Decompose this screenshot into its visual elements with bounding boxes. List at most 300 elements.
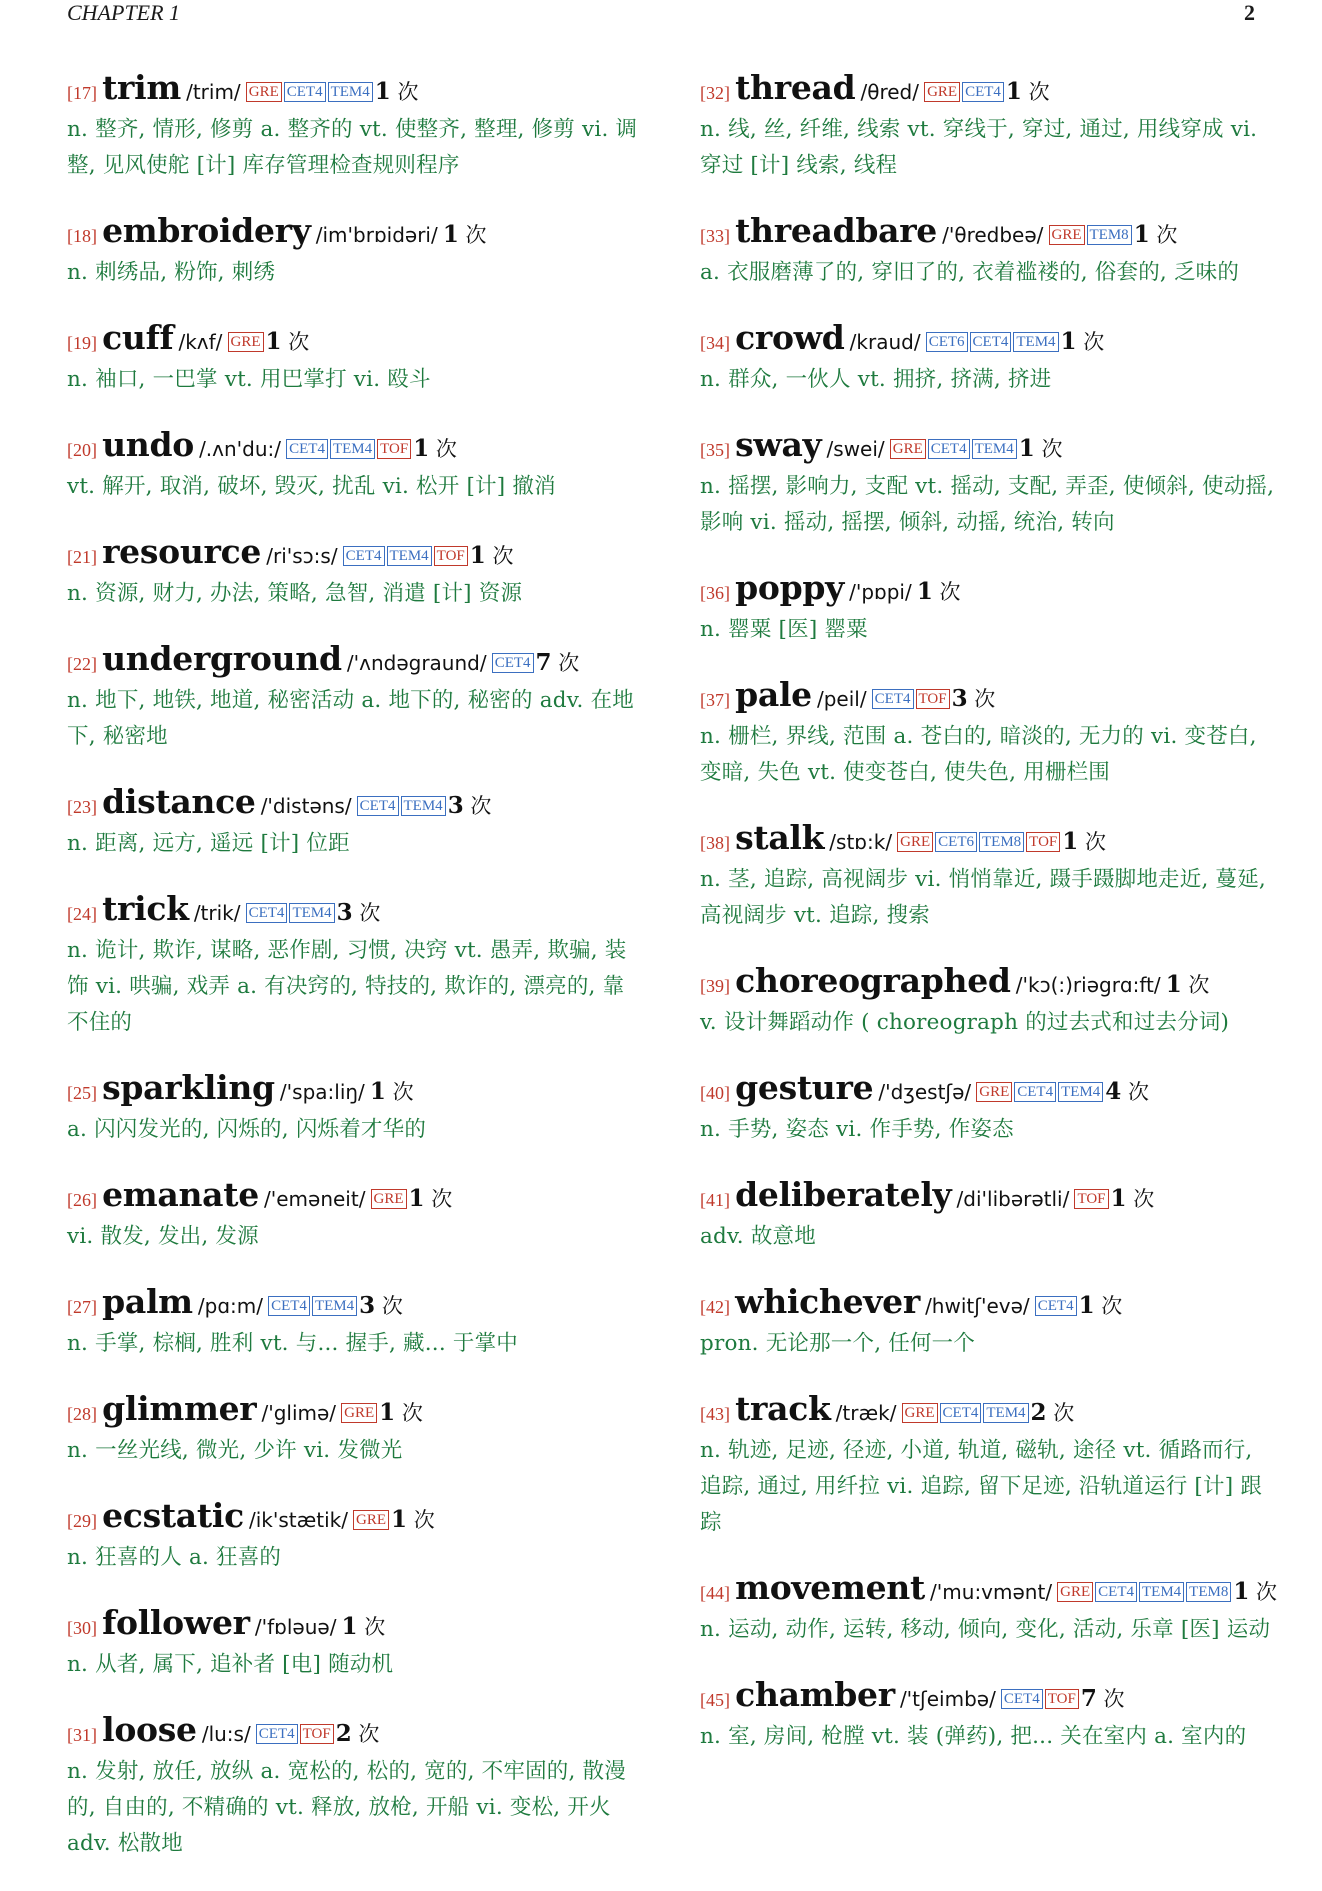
- frequency-number: 1: [369, 1078, 386, 1105]
- headword: ecstatic: [102, 1496, 244, 1535]
- exam-tags: [924, 84, 1006, 103]
- exam-tag-badge: CET4: [962, 82, 1004, 102]
- vocab-entry: [700, 427, 1276, 541]
- entry-headline: [67, 534, 643, 576]
- frequency-suffix: 次: [392, 1080, 414, 1104]
- frequency-suffix: 次: [1156, 223, 1178, 247]
- frequency-number: 1: [408, 1185, 425, 1212]
- exam-tags: [1057, 1584, 1233, 1603]
- exam-tag-badge: CET4: [256, 1724, 298, 1744]
- exam-tag-badge: TEM4: [1058, 1082, 1103, 1102]
- frequency-count: [1031, 1401, 1075, 1425]
- entry-headline: [67, 891, 643, 933]
- definition-text: n. 袖口, 一巴掌 vt. 用巴掌打 vi. 殴斗: [67, 367, 431, 392]
- phonetic: /'spa:liŋ/: [279, 1080, 365, 1104]
- frequency-suffix: 次: [1083, 330, 1105, 354]
- headword: resource: [102, 532, 262, 571]
- definition-text: n. 距离, 远方, 遥远 [计] 位距: [67, 831, 350, 856]
- frequency-number: 1: [1018, 435, 1035, 462]
- definition-text: a. 闪闪发光的, 闪烁的, 闪烁着才华的: [67, 1117, 427, 1142]
- headword: sparkling: [102, 1068, 275, 1107]
- definition-text: n. 室, 房间, 枪膛 vt. 装 (弹药), 把... 关在室内 a. 室内的: [700, 1724, 1247, 1749]
- exam-tag-badge: CET4: [928, 439, 970, 459]
- exam-tags: [492, 655, 536, 674]
- frequency-suffix: 次: [431, 1187, 453, 1211]
- frequency-count: [1081, 1687, 1125, 1711]
- frequency-number: 1: [442, 221, 459, 248]
- exam-tag-badge: GRE: [976, 1082, 1012, 1102]
- exam-tag-badge: TOF: [377, 439, 411, 459]
- frequency-suffix: 次: [288, 330, 310, 354]
- entry-index: [39]: [700, 976, 730, 996]
- vocab-entry: [700, 1070, 1276, 1148]
- definition-text: n. 资源, 财力, 办法, 策略, 急智, 消遣 [计] 资源: [67, 581, 523, 606]
- definition-text: pron. 无论那一个, 任何一个: [700, 1331, 976, 1356]
- headword: deliberately: [735, 1175, 952, 1214]
- entry-headline: [700, 677, 1276, 719]
- definition-text: n. 诡计, 欺诈, 谋略, 恶作剧, 习惯, 决窍 vt. 愚弄, 欺骗, 装饰 vi. 哄骗, 戏弄 a. 有决窍的, 特技的, 欺诈的, 漂亮的, 靠不住的: [67, 938, 627, 1035]
- vocab-entry: [700, 677, 1276, 791]
- phonetic: /kʌf/: [178, 330, 223, 354]
- exam-tags: [286, 441, 413, 460]
- vocab-entry: [67, 213, 643, 291]
- entry-headline: [67, 1498, 643, 1540]
- exam-tag-badge: CET4: [940, 1403, 982, 1423]
- entry-index: [45]: [700, 1690, 730, 1710]
- frequency-number: 7: [1080, 1685, 1097, 1712]
- vocab-entry: [67, 534, 643, 612]
- exam-tags: [897, 834, 1062, 853]
- exam-tag-badge: GRE: [353, 1510, 389, 1530]
- headword: distance: [102, 782, 256, 821]
- exam-tag-badge: CET6: [926, 332, 968, 352]
- vocab-entry: [67, 70, 643, 184]
- frequency-number: 1: [469, 542, 486, 569]
- entry-index: [21]: [67, 547, 97, 567]
- entry-index: [35]: [700, 440, 730, 460]
- exam-tag-badge: TOF: [1045, 1689, 1079, 1709]
- frequency-number: 1: [1005, 78, 1022, 105]
- frequency-count: [952, 687, 996, 711]
- headword: track: [735, 1389, 831, 1428]
- exam-tags: [246, 905, 337, 924]
- exam-tag-badge: CET4: [1035, 1296, 1077, 1316]
- exam-tags: [341, 1405, 379, 1424]
- exam-tag-badge: CET4: [872, 689, 914, 709]
- vocab-entry: [700, 1391, 1276, 1541]
- vocab-entry: [700, 570, 1276, 648]
- exam-tags: [872, 691, 952, 710]
- exam-tag-badge: CET4: [492, 653, 534, 673]
- exam-tag-badge: CET4: [1001, 1689, 1043, 1709]
- frequency-suffix: 次: [492, 544, 514, 568]
- vocab-entry: [700, 1677, 1276, 1755]
- frequency-count: [266, 330, 310, 354]
- entry-headline: [700, 1677, 1276, 1719]
- headword: pale: [735, 675, 812, 714]
- frequency-number: 4: [1105, 1078, 1122, 1105]
- exam-tags: [343, 548, 470, 567]
- frequency-count: [409, 1187, 453, 1211]
- exam-tags: [890, 441, 1019, 460]
- vocab-entry: [67, 784, 643, 862]
- exam-tag-badge: CET6: [935, 832, 977, 852]
- phonetic: /'distəns/: [260, 794, 352, 818]
- entry-index: [23]: [67, 797, 97, 817]
- vocab-entry: [700, 70, 1276, 184]
- frequency-suffix: 次: [465, 223, 487, 247]
- frequency-suffix: 次: [974, 687, 996, 711]
- exam-tag-badge: TEM4: [289, 903, 334, 923]
- entry-index: [34]: [700, 333, 730, 353]
- entry-index: [20]: [67, 440, 97, 460]
- headword: choreographed: [735, 961, 1011, 1000]
- headword: thread: [735, 68, 856, 107]
- frequency-suffix: 次: [1028, 80, 1050, 104]
- entry-headline: [700, 70, 1276, 112]
- exam-tag-badge: TEM4: [330, 439, 375, 459]
- definition-text: n. 罂粟 [医] 罂粟: [700, 617, 868, 642]
- frequency-suffix: 次: [1041, 437, 1063, 461]
- frequency-count: [1079, 1294, 1123, 1318]
- entry-headline: [700, 570, 1276, 612]
- definition-text: n. 地下, 地铁, 地道, 秘密活动 a. 地下的, 秘密的 adv. 在地下, 秘密地: [67, 688, 634, 749]
- frequency-number: 3: [951, 685, 968, 712]
- exam-tags: [228, 334, 266, 353]
- definition-text: n. 狂喜的人 a. 狂喜的: [67, 1545, 282, 1570]
- definition-text: n. 刺绣品, 粉饰, 刺绣: [67, 260, 276, 285]
- headword: trick: [102, 889, 189, 928]
- entry-index: [19]: [67, 333, 97, 353]
- entry-headline: [67, 1177, 643, 1219]
- frequency-suffix: 次: [1103, 1687, 1125, 1711]
- exam-tags: [1049, 227, 1134, 246]
- headword: glimmer: [102, 1389, 257, 1428]
- frequency-count: [1062, 830, 1106, 854]
- frequency-suffix: 次: [1084, 830, 1106, 854]
- headword: palm: [102, 1282, 193, 1321]
- headword: undo: [102, 425, 194, 464]
- entry-headline: [67, 784, 643, 826]
- vocab-entry: [67, 891, 643, 1041]
- exam-tags: [926, 334, 1061, 353]
- frequency-count: [413, 437, 457, 461]
- vocab-entry: [67, 1177, 643, 1255]
- frequency-number: 1: [1233, 1578, 1250, 1605]
- headword: embroidery: [102, 211, 311, 250]
- phonetic: /'θredbeə/: [942, 223, 1044, 247]
- exam-tag-badge: CET4: [357, 796, 399, 816]
- frequency-count: [1019, 437, 1063, 461]
- exam-tag-badge: TEM4: [1139, 1582, 1184, 1602]
- vocab-entry: [700, 1284, 1276, 1362]
- frequency-number: 2: [335, 1720, 352, 1747]
- exam-tag-badge: TEM8: [1186, 1582, 1231, 1602]
- headword: crowd: [735, 318, 845, 357]
- frequency-suffix: 次: [401, 1401, 423, 1425]
- exam-tags: [902, 1405, 1031, 1424]
- exam-tag-badge: TEM4: [328, 82, 373, 102]
- exam-tag-badge: CET4: [286, 439, 328, 459]
- phonetic: /'tʃeimbə/: [899, 1687, 996, 1711]
- headword: gesture: [735, 1068, 874, 1107]
- exam-tag-badge: GRE: [890, 439, 926, 459]
- headword: sway: [735, 425, 822, 464]
- left-column: [67, 70, 643, 1891]
- definition-text: n. 摇摆, 影响力, 支配 vt. 摇动, 支配, 弄歪, 使倾斜, 使动摇, 影响 vi. 摇动, 摇摆, 倾斜, 动摇, 统治, 转向: [700, 474, 1275, 535]
- definition-text: vt. 解开, 取消, 破坏, 毁灭, 扰乱 vi. 松开 [计] 撤消: [67, 474, 556, 499]
- exam-tag-badge: GRE: [341, 1403, 377, 1423]
- frequency-suffix: 次: [413, 1508, 435, 1532]
- headword: threadbare: [735, 211, 938, 250]
- exam-tag-badge: TEM4: [401, 796, 446, 816]
- frequency-number: 1: [391, 1506, 408, 1533]
- frequency-suffix: 次: [1256, 1580, 1278, 1604]
- exam-tag-badge: GRE: [1057, 1582, 1093, 1602]
- frequency-number: 3: [447, 792, 464, 819]
- exam-tag-badge: TOF: [1074, 1189, 1108, 1209]
- entry-index: [31]: [67, 1725, 97, 1745]
- entry-index: [18]: [67, 226, 97, 246]
- phonetic: /pɑ:m/: [197, 1294, 263, 1318]
- phonetic: /hwitʃ'evə/: [925, 1294, 1030, 1318]
- definition-text: adv. 故意地: [700, 1224, 816, 1249]
- frequency-number: 3: [359, 1292, 376, 1319]
- headword: whichever: [735, 1282, 920, 1321]
- phonetic: /lu:s/: [201, 1722, 251, 1746]
- frequency-count: [359, 1294, 403, 1318]
- definition-text: n. 发射, 放任, 放纵 a. 宽松的, 松的, 宽的, 不牢固的, 散漫的, 自由的, 不精确的 vt. 释放, 放枪, 开船 vi. 变松, 开火 adv. 松散地: [67, 1759, 626, 1856]
- frequency-suffix: 次: [558, 651, 580, 675]
- frequency-count: [1233, 1580, 1277, 1604]
- exam-tag-badge: GRE: [246, 82, 282, 102]
- exam-tag-badge: CET4: [284, 82, 326, 102]
- exam-tags: [256, 1726, 336, 1745]
- exam-tag-badge: TOF: [916, 689, 950, 709]
- frequency-number: 1: [1060, 328, 1077, 355]
- entry-headline: [67, 1070, 643, 1112]
- frequency-count: [370, 1080, 414, 1104]
- vocab-entry: [67, 641, 643, 755]
- phonetic: /peil/: [816, 687, 867, 711]
- entry-index: [32]: [700, 83, 730, 103]
- definition-text: n. 栅栏, 界线, 范围 a. 苍白的, 暗淡的, 无力的 vi. 变苍白, 变暗, 失色 vt. 使变苍白, 使失色, 用栅栏围: [700, 724, 1257, 785]
- frequency-count: [336, 1722, 380, 1746]
- exam-tag-badge: TEM4: [312, 1296, 357, 1316]
- vocab-entry: [700, 213, 1276, 291]
- frequency-suffix: 次: [470, 794, 492, 818]
- entry-headline: [67, 1284, 643, 1326]
- exam-tag-badge: TEM8: [1087, 225, 1132, 245]
- frequency-count: [375, 80, 419, 104]
- exam-tag-badge: TEM4: [387, 546, 432, 566]
- phonetic: /'kɔ(:)riəgrɑ:ft/: [1015, 973, 1161, 997]
- exam-tags: [371, 1191, 409, 1210]
- headword: chamber: [735, 1675, 895, 1714]
- frequency-suffix: 次: [397, 80, 419, 104]
- vocab-entry: [67, 1712, 643, 1862]
- entry-index: [30]: [67, 1618, 97, 1638]
- entry-headline: [700, 1070, 1276, 1112]
- exam-tags: [1001, 1691, 1081, 1710]
- frequency-number: 1: [1062, 828, 1079, 855]
- headword: trim: [102, 68, 181, 107]
- frequency-count: [443, 223, 487, 247]
- frequency-count: [470, 544, 514, 568]
- definition-text: v. 设计舞蹈动作 ( choreograph 的过去式和过去分词): [700, 1010, 1230, 1035]
- frequency-count: [1166, 973, 1210, 997]
- entry-headline: [67, 641, 643, 683]
- frequency-suffix: 次: [435, 437, 457, 461]
- phonetic: /ik'stætik/: [248, 1508, 348, 1532]
- frequency-count: [391, 1508, 435, 1532]
- definition-text: vi. 散发, 发出, 发源: [67, 1224, 259, 1249]
- entry-headline: [67, 1712, 643, 1754]
- entry-index: [36]: [700, 583, 730, 603]
- frequency-count: [1061, 330, 1105, 354]
- exam-tag-badge: TEM4: [972, 439, 1017, 459]
- frequency-number: 1: [1165, 971, 1182, 998]
- exam-tags: [1074, 1191, 1110, 1210]
- frequency-number: 1: [413, 435, 430, 462]
- frequency-count: [536, 651, 580, 675]
- entry-headline: [700, 1570, 1276, 1612]
- definition-text: n. 轨迹, 足迹, 径迹, 小道, 轨道, 磁轨, 途径 vt. 循路而行, 追踪, 通过, 用纤拉 vi. 追踪, 留下足迹, 沿轨道运行 [计] 跟踪: [700, 1438, 1263, 1535]
- entry-headline: [700, 1177, 1276, 1219]
- running-head: [67, 0, 1255, 26]
- exam-tag-badge: GRE: [897, 832, 933, 852]
- exam-tags: [268, 1298, 359, 1317]
- frequency-number: 1: [379, 1399, 396, 1426]
- vocab-entry: [67, 1605, 643, 1683]
- frequency-suffix: 次: [1053, 1401, 1075, 1425]
- vocab-entry: [67, 1284, 643, 1362]
- entry-index: [28]: [67, 1404, 97, 1424]
- frequency-count: [917, 580, 961, 604]
- frequency-number: 1: [374, 78, 391, 105]
- headword: emanate: [102, 1175, 259, 1214]
- exam-tag-badge: TEM8: [979, 832, 1024, 852]
- vocab-entry: [700, 1177, 1276, 1255]
- entry-index: [43]: [700, 1404, 730, 1424]
- entry-headline: [700, 1284, 1276, 1326]
- vocab-entry: [67, 1498, 643, 1576]
- definition-text: n. 运动, 动作, 运转, 移动, 倾向, 变化, 活动, 乐章 [医] 运动: [700, 1617, 1271, 1642]
- entry-index: [24]: [67, 904, 97, 924]
- page-number: 2: [1244, 0, 1255, 25]
- entry-index: [26]: [67, 1190, 97, 1210]
- frequency-number: 1: [1078, 1292, 1095, 1319]
- frequency-number: 1: [265, 328, 282, 355]
- headword: stalk: [735, 818, 825, 857]
- frequency-count: [1105, 1080, 1149, 1104]
- frequency-suffix: 次: [1127, 1080, 1149, 1104]
- exam-tag-badge: GRE: [902, 1403, 938, 1423]
- frequency-number: 7: [535, 649, 552, 676]
- exam-tags: [1035, 1298, 1079, 1317]
- definition-text: n. 群众, 一伙人 vt. 拥挤, 挤满, 挤进: [700, 367, 1052, 392]
- definition-text: n. 线, 丝, 纤维, 线索 vt. 穿线于, 穿过, 通过, 用线穿成 vi. 穿过 [计] 线索, 线程: [700, 117, 1258, 178]
- entry-headline: [67, 1391, 643, 1433]
- exam-tag-badge: TOF: [1026, 832, 1060, 852]
- exam-tags: [976, 1084, 1105, 1103]
- entry-index: [37]: [700, 690, 730, 710]
- exam-tag-badge: TEM4: [983, 1403, 1028, 1423]
- headword: underground: [102, 639, 342, 678]
- entry-index: [41]: [700, 1190, 730, 1210]
- phonetic: /kraud/: [849, 330, 921, 354]
- entry-headline: [67, 213, 643, 255]
- frequency-suffix: 次: [358, 1722, 380, 1746]
- phonetic: /trik/: [193, 901, 241, 925]
- vocab-entry: [67, 320, 643, 398]
- frequency-count: [337, 901, 381, 925]
- phonetic: /swei/: [826, 437, 885, 461]
- vocab-entry: [700, 963, 1276, 1041]
- frequency-number: 1: [1110, 1185, 1127, 1212]
- frequency-suffix: 次: [1133, 1187, 1155, 1211]
- definition-text: a. 衣服磨薄了的, 穿旧了的, 衣着褴褛的, 俗套的, 乏味的: [700, 260, 1240, 285]
- entry-index: [44]: [700, 1583, 730, 1603]
- phonetic: /'eməneit/: [264, 1187, 366, 1211]
- entry-index: [42]: [700, 1297, 730, 1317]
- phonetic: /di'libərətli/: [956, 1187, 1070, 1211]
- entry-headline: [67, 427, 643, 469]
- frequency-suffix: 次: [939, 580, 961, 604]
- frequency-number: 2: [1030, 1399, 1047, 1426]
- phonetic: /ri'sɔ:s/: [266, 544, 338, 568]
- chapter-label: CHAPTER 1: [67, 0, 181, 25]
- entry-headline: [67, 1605, 643, 1647]
- definition-text: n. 从者, 属下, 追补者 [电] 随动机: [67, 1652, 394, 1677]
- phonetic: /im'brɒidəri/: [315, 223, 438, 247]
- headword: cuff: [102, 318, 174, 357]
- entry-headline: [700, 820, 1276, 862]
- exam-tag-badge: CET4: [268, 1296, 310, 1316]
- phonetic: /'mu:vmənt/: [930, 1580, 1053, 1604]
- exam-tag-badge: CET4: [970, 332, 1012, 352]
- definition-text: n. 手掌, 棕榈, 胜利 vt. 与... 握手, 藏... 于掌中: [67, 1331, 518, 1356]
- entry-index: [29]: [67, 1511, 97, 1531]
- vocab-entry: [700, 820, 1276, 934]
- entry-headline: [700, 213, 1276, 255]
- phonetic: /.ʌn'du:/: [199, 437, 282, 461]
- phonetic: /træk/: [835, 1401, 897, 1425]
- phonetic: /stɒ:k/: [829, 830, 893, 854]
- phonetic: /'ʌndəgraund/: [346, 651, 487, 675]
- exam-tag-badge: TEM4: [1013, 332, 1058, 352]
- frequency-suffix: 次: [359, 901, 381, 925]
- phonetic: /'glimə/: [261, 1401, 337, 1425]
- vocab-entry: [67, 1391, 643, 1469]
- entry-headline: [700, 963, 1276, 1005]
- entry-headline: [67, 70, 643, 112]
- phonetic: /'dʒestʃə/: [878, 1080, 972, 1104]
- entry-headline: [700, 1391, 1276, 1433]
- frequency-count: [448, 794, 492, 818]
- frequency-number: 1: [341, 1613, 358, 1640]
- vocab-entry: [700, 1570, 1276, 1648]
- headword: movement: [735, 1568, 925, 1607]
- frequency-suffix: 次: [381, 1294, 403, 1318]
- frequency-suffix: 次: [1101, 1294, 1123, 1318]
- exam-tag-badge: GRE: [924, 82, 960, 102]
- entry-index: [25]: [67, 1083, 97, 1103]
- exam-tag-badge: GRE: [1049, 225, 1085, 245]
- exam-tag-badge: CET4: [1014, 1082, 1056, 1102]
- frequency-count: [342, 1615, 386, 1639]
- entry-index: [33]: [700, 226, 730, 246]
